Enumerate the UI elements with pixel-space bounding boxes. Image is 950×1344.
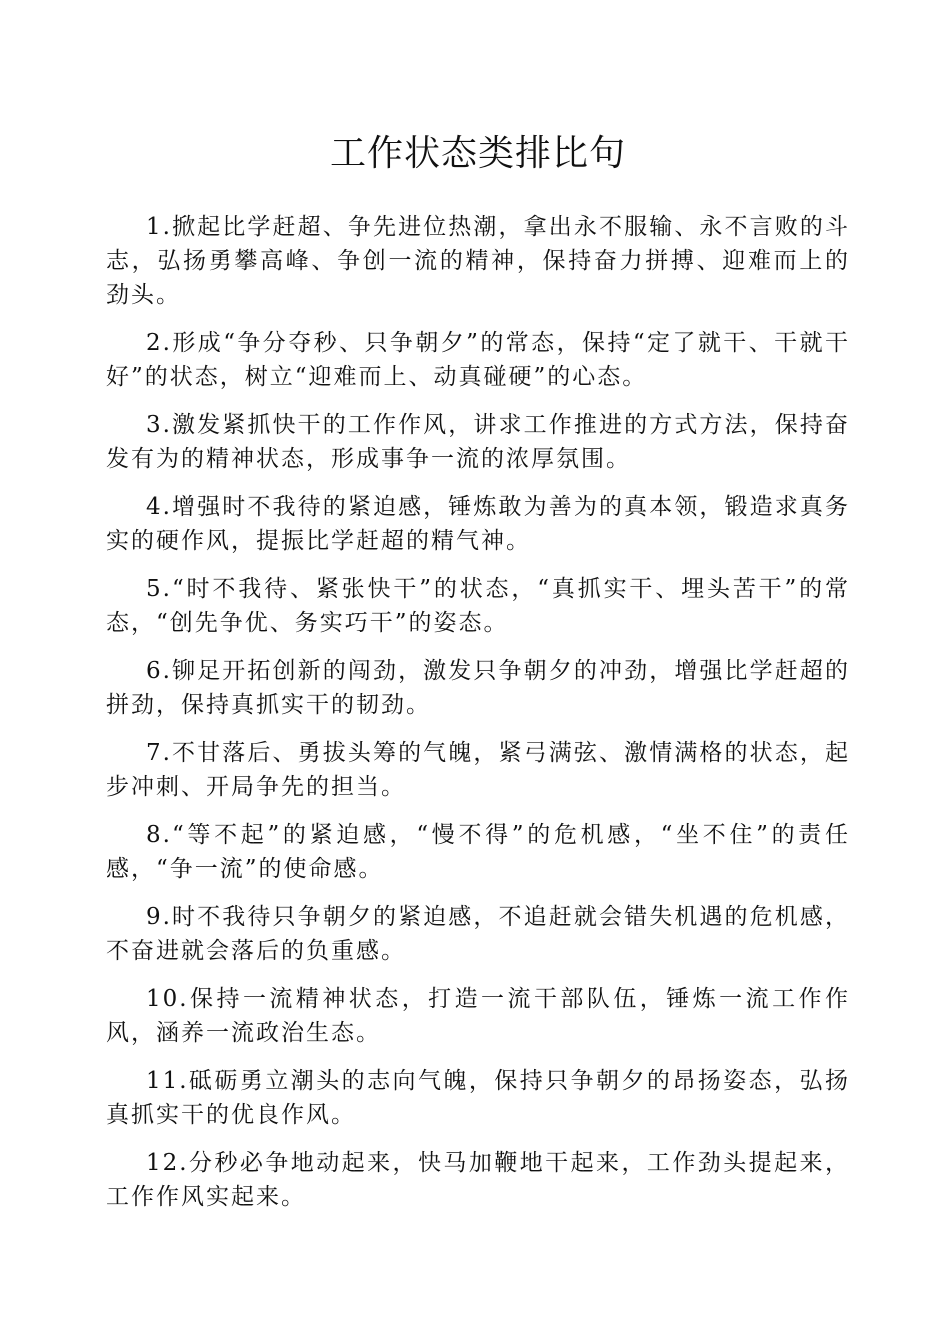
paragraph-12: 12.分秒必争地动起来，快马加鞭地干起来，工作劲头提起来，工作作风实起来。 bbox=[106, 1150, 850, 1210]
document-title: 工作状态类排比句 bbox=[329, 133, 626, 174]
paragraph-8: 8.“等不起”的紧迫感，“慢不得”的危机感，“坐不住”的责任感，“争一流”的使命感。 bbox=[106, 822, 850, 882]
paragraph-7: 7.不甘落后、勇拔头筹的气魄，紧弓满弦、激情满格的状态，起步冲刺、开局争先的担当。 bbox=[106, 740, 850, 800]
paragraph-2: 2.形成“争分夺秒、只争朝夕”的常态，保持“定了就干、干就干好”的状态，树立“迎难而上、动真碰硬”的心态。 bbox=[106, 330, 850, 390]
paragraph-11: 11.砥砺勇立潮头的志向气魄，保持只争朝夕的昂扬姿态，弘扬真抓实干的优良作风。 bbox=[106, 1068, 850, 1128]
paragraph-3: 3.激发紧抓快干的工作作风，讲求工作推进的方式方法，保持奋发有为的精神状态，形成事争一流的浓厚氛围。 bbox=[106, 412, 850, 472]
paragraph-10: 10.保持一流精神状态，打造一流干部队伍，锤炼一流工作作风，涵养一流政治生态。 bbox=[106, 986, 850, 1046]
paragraph-1: 1.掀起比学赶超、争先进位热潮，拿出永不服输、永不言败的斗志，弘扬勇攀高峰、争创一流的精神，保持奋力拼搏、迎难而上的劲头。 bbox=[106, 214, 850, 308]
paragraph-6: 6.铆足开拓创新的闯劲，激发只争朝夕的冲劲，增强比学赶超的拼劲，保持真抓实干的韧劲。 bbox=[106, 658, 850, 718]
paragraph-4: 4.增强时不我待的紧迫感，锤炼敢为善为的真本领，锻造求真务实的硬作风，提振比学赶超的精气神。 bbox=[106, 494, 850, 554]
paragraph-5: 5.“时不我待、紧张快干”的状态，“真抓实干、埋头苦干”的常态，“创先争优、务实巧干”的姿态。 bbox=[106, 576, 850, 636]
paragraph-9: 9.时不我待只争朝夕的紧迫感，不追赶就会错失机遇的危机感，不奋进就会落后的负重感。 bbox=[106, 904, 850, 964]
